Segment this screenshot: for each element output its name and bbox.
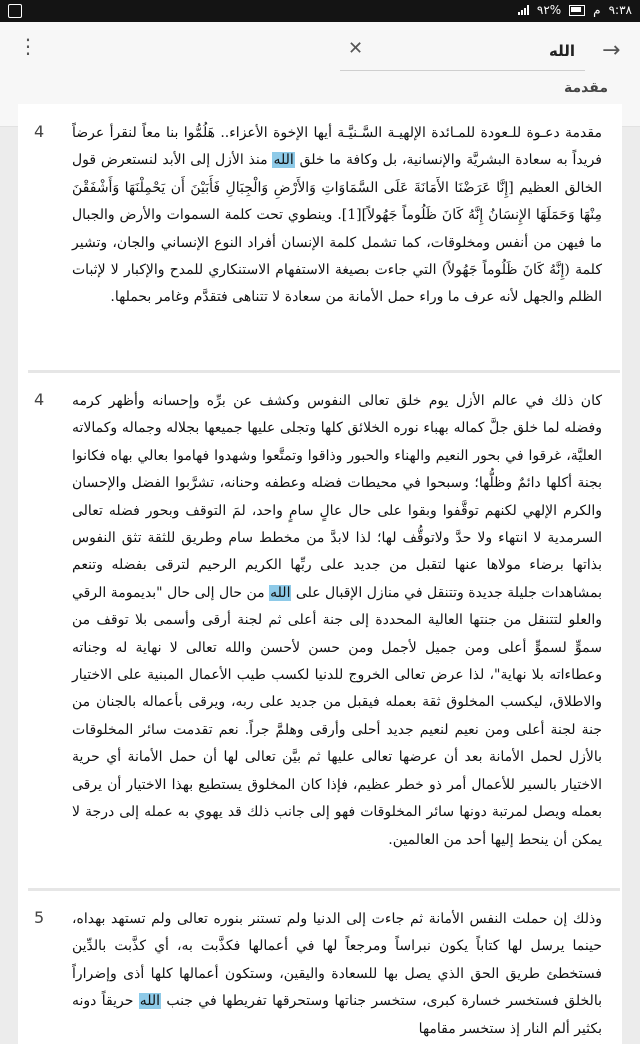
clear-search-icon[interactable]: ✕	[348, 38, 364, 59]
content-sheet	[18, 104, 622, 1044]
paragraph-number: 4	[34, 390, 45, 409]
notification-icon	[8, 4, 22, 18]
search-highlight: الله	[139, 993, 160, 1010]
more-options-icon[interactable]: ⋮	[18, 34, 38, 58]
paragraph-1	[28, 116, 620, 373]
paragraph-text: وذلك إن حملت النفس الأمانة ثم جاءت إلى الدنيا ولم تستنر بنوره تعالى ولم تستهد بهداه، حينما يرسل لها كتاباً يكون نبراساً ومرجعاً لها في أعمالها فكذَّبت به، أي كذَّبت بالدِّين فستخطئ طريق الحق الذي يصل بها للسعادة واليقين، وستكون أعمالها كلها أذى وإضراراً بالخلق فستخسر خسارة كبرى، ستخسر جناتها وستحرقها تفريطها في جنب الله حريقاً دونه بكثير ألم النار إذ ستخسر مقامها	[72, 911, 602, 1037]
search-bar	[340, 32, 585, 71]
status-bar	[0, 0, 640, 22]
paragraph-3	[28, 902, 620, 1042]
paragraph-number: 5	[34, 908, 45, 927]
paragraph-text: مقدمة دعـوة للـعودة للمـائدة الإلهيـة السَّـنيَّـة أيها الإخوة الأعزاء.. هَلُمُّوا بنا معاً لنقرأ عرضاً فريداً به سعادة البشريَّة والإنسانية، بل وكافة ما خلق الله منذ الأزل إلى الأبد لنستعرض قول الخالق العظيم [إِنَّا عَرَضْنَا الأَمَانَةَ عَلَى السَّمَاوَاتِ وَالأَرْضِ وَالْجِبَالِ فَأَبَيْنَ أَن يَحْمِلْنَهَا وَأَشْفَقْنَ مِنْهَا وَحَمَلَهَا الإِنسَانُ إِنَّهُ كَانَ ظَلُوماً جَهُولاً][1]. وينطوي تحت كلمة السموات والأرض والجبال ما فيهن من أنفس ومخلوقات، كما تشمل كلمة الإنسان أفراد النوع الإنساني والجان، وتشير كلمة (إِنَّهُ كَانَ ظَلُوماً جَهُولاً) التي جاءت بصيغة الاستفهام الاستنكاري للمدح والإكبار لا لإثبات الظلم والجهل لأنه عرف ما وراء حمل الأمانة من سعادة لا تتناهى فتقدَّم وغامر بحملها.	[72, 125, 602, 306]
battery-icon	[569, 5, 585, 16]
clock-period: م	[593, 3, 601, 17]
signal-icon	[518, 5, 529, 15]
paragraph-text: كان ذلك في عالم الأزل يوم خلق تعالى النفوس وكشف عن برِّه وإحسانه وأظهر كرمه وفضله لما خلق جلَّ كماله بهباء نوره الخلائق كلها وتجلى عليها جميعها بجلاله وجماله وكمالاته العليَّة، غرقوا في بحور النعيم والهناء والحبور وذاقوا وتمتَّعوا وشهدوا فهاموا بعالي بهاه فكانوا بجنة أكلها دائمٌ وظلُّها؛ وسبحوا في محيطات فضله وعطفه وحنانه، تشرَّبوا الفضل والإحسان والكرم الإلهي لكنهم توقَّفوا وبقوا على حال عالٍ سامٍ واحد، لمَ التوقف وبحور فضله تعالى السرمدية لا انتهاء ولا حدَّ ولاتوقُّف لها؛ لذا لابدَّ من مخطط سام وطريق للثقة تثق النفوس بذاتها برضاء مولاها عنها لتقبل من جديد على ربِّها الكريم الرحيم لترقى بفضله وتنعم بمشاهدات جليلة جديدة وتتنقل في منازل الإقبال على الله من حال إلى حال "بديمومة الرقي والعلو لتتنقل من جنتها العالية المحددة إلى جنة أعلى ثم لجنة أرقى وأسمى بلا توقف من سموٍّ لسموٍّ أعلى ومن جميل لأجمل ومن حسن لأحسن والله تعالى لا نهاية له وجناته وعطاءاته بلا نهاية"، لذا عرض تعالى الخروج للدنيا لكسب طيب الأعمال المبنية على الاختيار والاطلاق، ليكسب المخلوق ثقة بعمله فيقبل من جديد على ربه، ويرقى بأعماله بالجنان من جنة لجنة أعلى ومن نعيم لنعيم جديد أحلى وأرقى وهلمَّ جراً. نعم تقدمت سائر المخلوقات بالأزل لحمل الأمانة بعد أن عرضها تعالى عليها ثم بيَّن تعالى لها أن حمل الأمانة أي حرية الاختيار بالسير للأعمال أمر ذو خطر عظيم، فإذا كان المخلوق يستطيع بهذا الاختيار أن يرقى بعمله ويصل لمرتبة دونها سائر المخلوقات فهو إلى جانب ذلك قد يهوي به عمله إلى درجة لا يمكن أن ينحط إليها أحد من العالمين.	[72, 393, 602, 848]
search-input[interactable]	[393, 38, 577, 64]
back-arrow-icon[interactable]: →	[602, 38, 621, 63]
paragraph-2	[28, 384, 620, 891]
status-right	[518, 3, 632, 17]
clock-time: ٩:٣٨	[608, 3, 632, 17]
battery-percent: ٩٢%	[536, 3, 562, 17]
search-highlight: الله	[273, 152, 294, 169]
paragraph-number: 4	[34, 122, 45, 141]
search-highlight: الله	[270, 584, 291, 601]
chapter-title: مقدمة	[564, 80, 608, 96]
